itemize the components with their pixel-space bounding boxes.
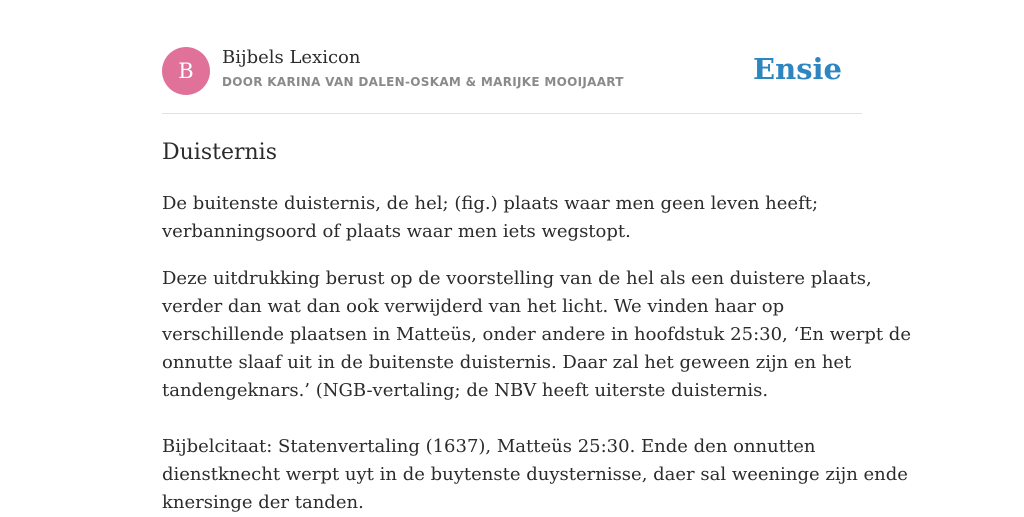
- definition-paragraph: [162, 190, 862, 246]
- header-divider: [162, 113, 862, 114]
- definition-line: De buitenste duisternis, de hel; (fig.) plaats waar men geen leven heeft;: [162, 193, 819, 214]
- quote-line: dienstknecht werpt uyt in de buytenste duysternisse, daer sal weeninge zijn ende: [162, 464, 908, 485]
- ensie-logo[interactable]: Ensie: [753, 52, 842, 86]
- source-avatar[interactable]: B: [162, 47, 210, 95]
- entry-title: Duisternis: [162, 140, 278, 165]
- explanation-line: onnutte slaaf uit in de buitenste duisternis. Daar zal het geween zijn en het: [162, 352, 852, 373]
- quote-line: knersinge der tanden.: [162, 492, 364, 513]
- source-authors: DOOR KARINA VAN DALEN-OSKAM & MARIJKE MOOIJAART: [222, 75, 624, 89]
- explanation-line: verder dan wat dan ook verwijderd van het licht. We vinden haar op: [162, 296, 785, 317]
- source-title-link[interactable]: Bijbels Lexicon: [222, 47, 361, 68]
- explanation-line: Deze uitdrukking berust op de voorstelling van de hel als een duistere plaats,: [162, 268, 872, 289]
- definition-line: verbanningsoord of plaats waar men iets wegstopt.: [162, 221, 631, 242]
- explanation-line: verschillende plaatsen in Matteüs, onder andere in hoofdstuk 25:30, ‘En werpt de: [162, 324, 911, 345]
- bible-quote-paragraph: [162, 433, 908, 517]
- explanation-paragraph: [162, 265, 911, 405]
- quote-line: Bijbelcitaat: Statenvertaling (1637), Matteüs 25:30. Ende den onnutten: [162, 436, 816, 457]
- source-header: [162, 47, 862, 95]
- article-page: [162, 0, 911, 513]
- explanation-line: tandengeknars.’ (NGB-vertaling; de NBV heeft uiterste duisternis.: [162, 380, 769, 401]
